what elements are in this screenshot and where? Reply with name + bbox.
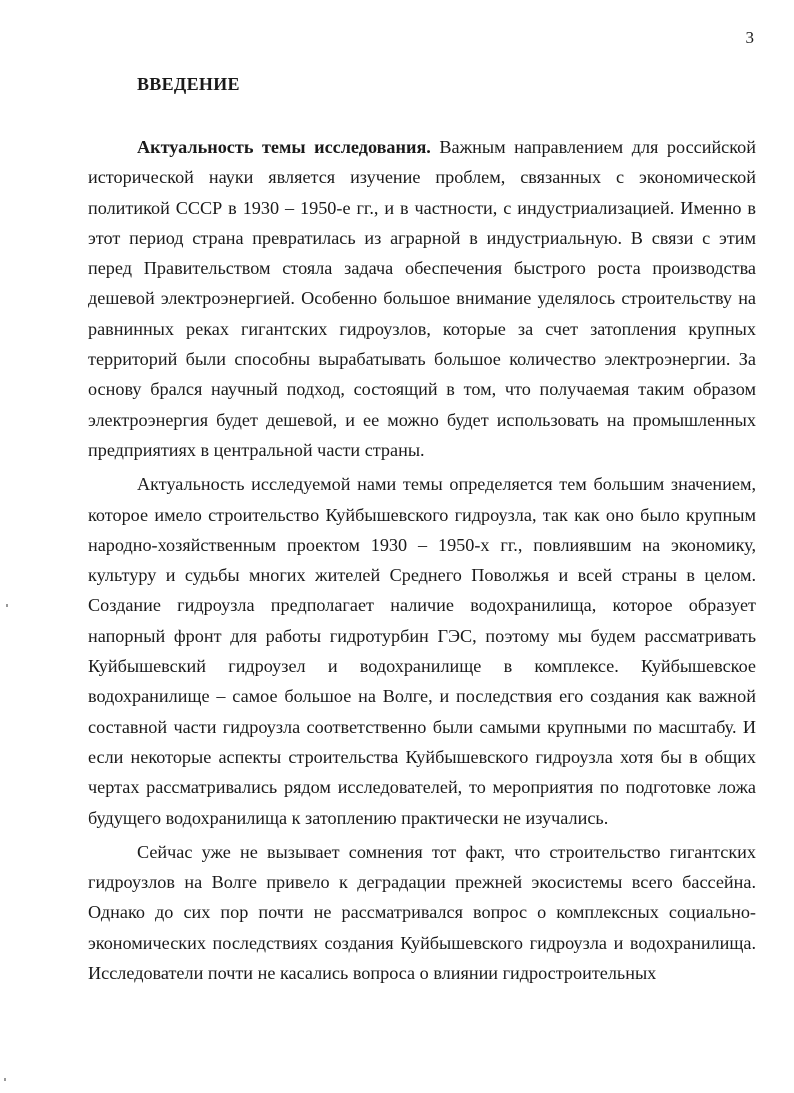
paragraph-text: Важным направлением для российской исторической науки является изучение проблем, связанных с экономической политикой СССР в 1930 – 1950-е гг., и в частности, с индустриализацией. Именно в этот период страна превратилась из аграрной в индустриальную. В связи с этим перед Правительством стояла задача обеспечения быстрого роста производства дешевой электроэнергией. Особенно большое внимание уделялось строительству на равнинных реках гигантских гидроузлов, которые за счет затопления крупных территорий были способны вырабатывать большое количество электроэнергии. За основу брался научный подход, состоящий в том, что получаемая таким образом электроэнергия будет дешевой, и ее можно будет использовать на промышленных предприятиях в центральной части страны. bbox=[88, 137, 756, 460]
section-heading: ВВЕДЕНИЕ bbox=[137, 74, 240, 94]
paragraph-text: Сейчас уже не вызывает сомнения тот факт, что строительство гигантских гидроузлов на Волге привело к деградации прежней экосистемы всего бассейна. Однако до сих пор почти не рассматривался вопрос о комплексных социально-экономических последствиях создания Куйбышевского гидроузла и водохранилища. Исследователи почти не касались вопроса о влиянии гидростроительных bbox=[88, 841, 756, 984]
document-body bbox=[88, 132, 756, 988]
page-number: 3 bbox=[745, 28, 754, 47]
paragraph-text: Актуальность исследуемой нами темы определяется тем большим значением, которое имело строительство Куйбышевского гидроузла, так как оно было крупным народно-хозяйственным проектом 1930 – 1950-х гг., повлиявшим на экономику, культуру и судьбы многих жителей Среднего Поволжья и всей страны в целом. Создание гидроузла предполагает наличие водохранилища, которое образует напорный фронт для работы гидротурбин ГЭС, поэтому мы будем рассматривать Куйбышевский гидроузел и водохранилище в комплексе. Куйбышевское водохранилище – самое большое на Волге, и последствия его создания как важной составной части гидроузла соответственно были самыми крупными по масштабу. И если некоторые аспекты строительства Куйбышевского гидроузла хотя бы в общих чертах рассматривались рядом исследователей, то мероприятия по подготовке ложа будущего водохранилища к затоплению практически не изучались. bbox=[88, 474, 756, 828]
paragraph-consequences bbox=[88, 837, 756, 988]
paragraph-relevance bbox=[88, 132, 756, 465]
scan-speck bbox=[4, 1078, 6, 1081]
paragraph-lead-bold: Актуальность темы исследования. bbox=[137, 137, 431, 157]
paragraph-topic-significance bbox=[88, 469, 756, 833]
scan-speck bbox=[6, 604, 8, 607]
